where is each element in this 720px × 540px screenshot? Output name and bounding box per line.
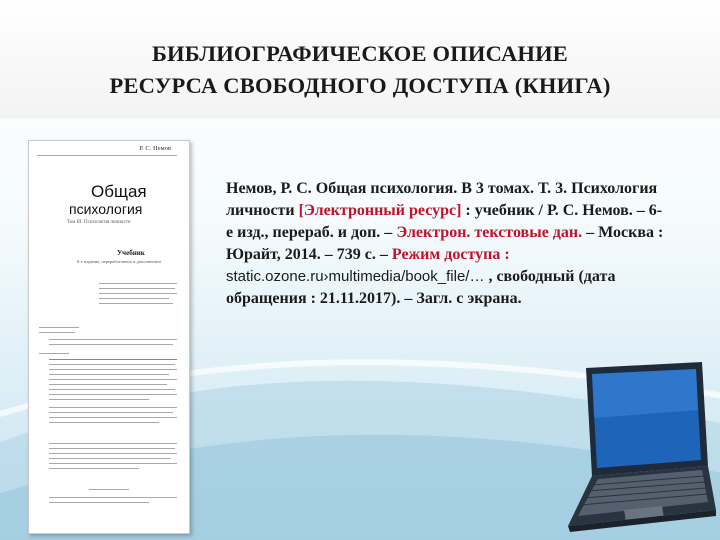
book-text-line bbox=[99, 298, 169, 299]
book-text-line bbox=[49, 384, 167, 385]
book-text-line bbox=[49, 412, 173, 413]
book-text-line bbox=[49, 453, 177, 454]
book-text-line bbox=[49, 448, 175, 449]
book-text-line bbox=[49, 394, 177, 395]
citation-text bbox=[226, 178, 666, 310]
book-text-line bbox=[49, 497, 177, 498]
slide-title bbox=[0, 38, 720, 102]
citation-part: – Москва : Юрайт, 2014. – 739 с. – bbox=[226, 224, 664, 263]
citation-accent: [Электронный ресурс] bbox=[298, 202, 462, 219]
book-text-line bbox=[89, 489, 129, 490]
citation-part: Немов, Р. С. Общая психология. В 3 томах. Т. 3. Психология личности bbox=[226, 180, 658, 219]
book-text-line bbox=[99, 288, 175, 289]
book-cover-image bbox=[28, 140, 190, 534]
book-text-line bbox=[49, 339, 177, 340]
book-text-line bbox=[49, 422, 159, 423]
citation-part: , свободный (дата обращения : 21.11.2017). – Загл. с экрана. bbox=[226, 268, 616, 307]
book-text-line bbox=[99, 303, 173, 304]
book-text-line bbox=[49, 359, 177, 360]
book-text-line bbox=[49, 379, 177, 380]
book-text-line bbox=[49, 399, 149, 400]
citation-accent: Электрон. текстовые дан. bbox=[396, 224, 583, 241]
book-text-line bbox=[99, 293, 177, 294]
book-text-line bbox=[49, 443, 177, 444]
book-subtitle: Том III. Психология личности bbox=[67, 220, 131, 225]
book-kind-note: 6-е издание, переработанное и дополненное bbox=[77, 259, 162, 264]
book-text-line bbox=[39, 332, 75, 333]
book-author: Р. С. Немов bbox=[139, 145, 171, 152]
book-divider bbox=[37, 155, 177, 156]
book-text-line bbox=[49, 502, 149, 503]
book-text-line bbox=[99, 283, 177, 284]
book-text-line bbox=[49, 468, 139, 469]
book-kind: Учебник bbox=[117, 249, 145, 257]
book-text-line bbox=[49, 417, 177, 418]
citation-url: static.ozone.ru›multimedia/book_file/… bbox=[226, 268, 485, 285]
book-title-page bbox=[29, 141, 179, 516]
citation-part: : учебник / Р. С. Немов. – 6-е изд., перераб. и доп. – bbox=[226, 202, 663, 241]
slide-title-line-1: БИБЛИОГРАФИЧЕСКОЕ ОПИСАНИЕ bbox=[151, 41, 569, 66]
book-text-line bbox=[49, 389, 175, 390]
laptop-icon bbox=[562, 360, 718, 536]
book-text-line bbox=[49, 344, 173, 345]
slide-title-line-2: РЕСУРСА СВОБОДНОГО ДОСТУПА (КНИГА) bbox=[109, 73, 611, 98]
book-text-line bbox=[49, 463, 177, 464]
citation-accent: Режим доступа : bbox=[391, 246, 510, 263]
book-text-line bbox=[49, 369, 177, 370]
book-text-line bbox=[39, 353, 69, 354]
book-text-line bbox=[49, 374, 169, 375]
book-title-line-2: психология bbox=[69, 201, 143, 217]
book-text-line bbox=[49, 407, 177, 408]
book-text-line bbox=[49, 458, 171, 459]
book-title-line-1: Общая bbox=[91, 182, 147, 201]
book-text-line bbox=[39, 327, 79, 328]
book-text-line bbox=[49, 364, 175, 365]
